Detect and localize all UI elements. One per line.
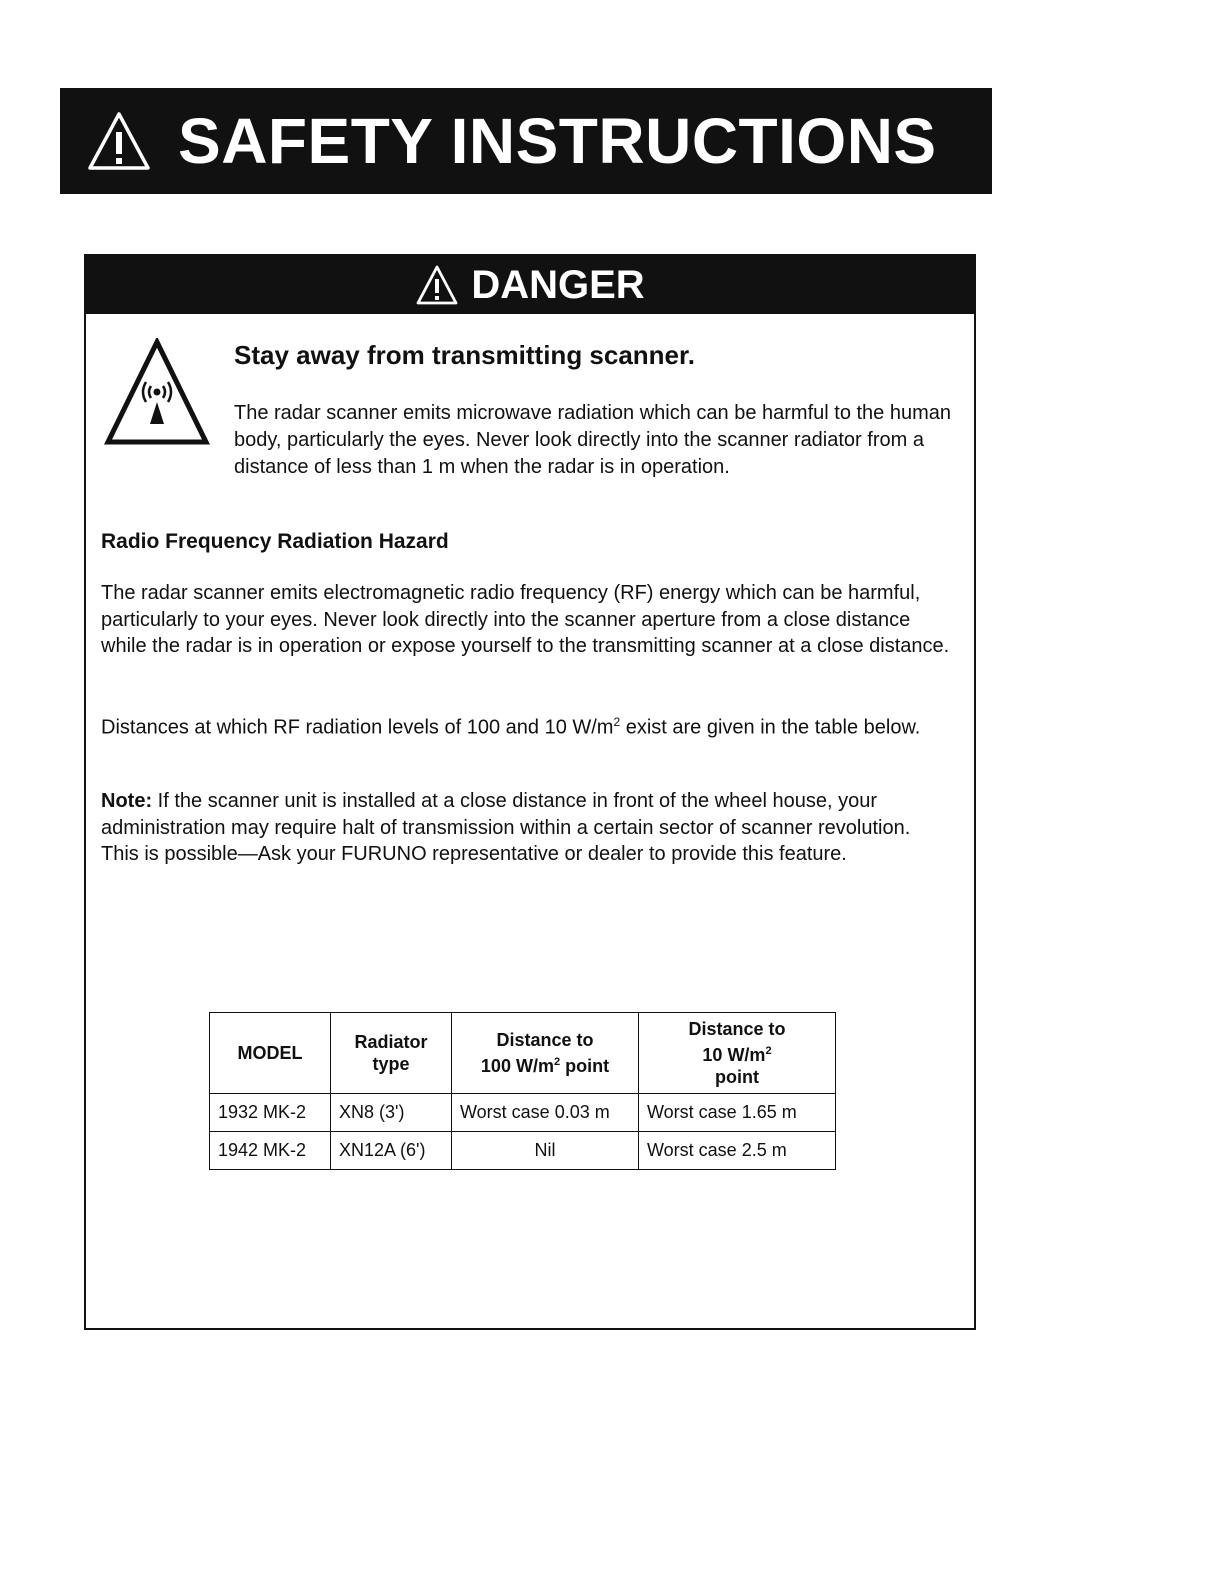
danger-banner xyxy=(86,256,974,314)
danger-label: DANGER xyxy=(471,262,645,307)
page-title: SAFETY INSTRUCTIONS xyxy=(178,105,937,177)
distances-text-start: Distances at which RF radiation levels of 100 and 10 W/m xyxy=(101,716,614,739)
radiation-hazard-icon xyxy=(104,338,210,446)
table-header-row xyxy=(210,1013,836,1094)
header-radiator-line1: Radiator xyxy=(354,1032,428,1052)
header-distance-10 xyxy=(639,1013,836,1094)
table-row xyxy=(210,1132,836,1170)
header-d10-line1: Distance to xyxy=(688,1019,786,1039)
note-text: If the scanner unit is installed at a close distance in front of the wheel house, your administration may require halt of transmission within a certain sector of scanner revolution. This is possible—Ask your FURUNO representative or dealer to provide this feature. xyxy=(101,790,911,865)
rf-hazard-paragraph: The radar scanner emits electromagnetic radio frequency (RF) energy which can be harmful, particularly to your eyes. Never look directly into the scanner aperture from a close distance while the radar is in operation or expose yourself to the transmitting scanner at a close distance. xyxy=(101,582,950,657)
cell-distance-10: Worst case 1.65 m xyxy=(639,1094,836,1132)
header-d10-point: point xyxy=(715,1067,759,1087)
cell-distance-100: Worst case 0.03 m xyxy=(452,1094,639,1132)
warning-triangle-icon xyxy=(415,263,459,307)
rf-hazard-heading: Radio Frequency Radiation Hazard xyxy=(101,530,449,553)
superscript: 2 xyxy=(765,1045,772,1057)
danger-intro-text: The radar scanner emits microwave radiation which can be harmful to the human body, particularly the eyes. Never look directly into the scanner radiator from a distance of less than 1 m when the radar is in operation. xyxy=(234,402,952,478)
header-d100-line1: Distance to xyxy=(496,1030,594,1050)
note-paragraph xyxy=(101,788,951,868)
cell-distance-10: Worst case 2.5 m xyxy=(639,1132,836,1170)
warning-triangle-icon xyxy=(86,108,152,174)
rf-distance-table xyxy=(209,1012,836,1170)
distances-text-end: exist are given in the table below. xyxy=(620,716,921,739)
cell-radiator: XN8 (3') xyxy=(331,1094,452,1132)
distances-paragraph xyxy=(101,709,951,741)
superscript: 2 xyxy=(553,1056,561,1068)
superscript: 2 xyxy=(613,715,621,729)
cell-model: 1932 MK-2 xyxy=(210,1094,331,1132)
header-d100-unit: 100 W/m xyxy=(480,1056,554,1076)
table-row xyxy=(210,1094,836,1132)
cell-model: 1942 MK-2 xyxy=(210,1132,331,1170)
cell-distance-100: Nil xyxy=(452,1132,639,1170)
header-d100-point: point xyxy=(560,1056,610,1076)
cell-radiator: XN12A (6') xyxy=(331,1132,452,1170)
note-label: Note: xyxy=(101,790,153,812)
header-d10-unit: 10 W/m xyxy=(702,1045,766,1065)
header-model: MODEL xyxy=(210,1013,331,1094)
header-radiator-line2: type xyxy=(372,1054,410,1074)
header-radiator-type xyxy=(331,1013,452,1094)
danger-heading: Stay away from transmitting scanner. xyxy=(234,340,695,370)
header-distance-100 xyxy=(452,1013,639,1094)
safety-instructions-banner xyxy=(60,88,992,194)
